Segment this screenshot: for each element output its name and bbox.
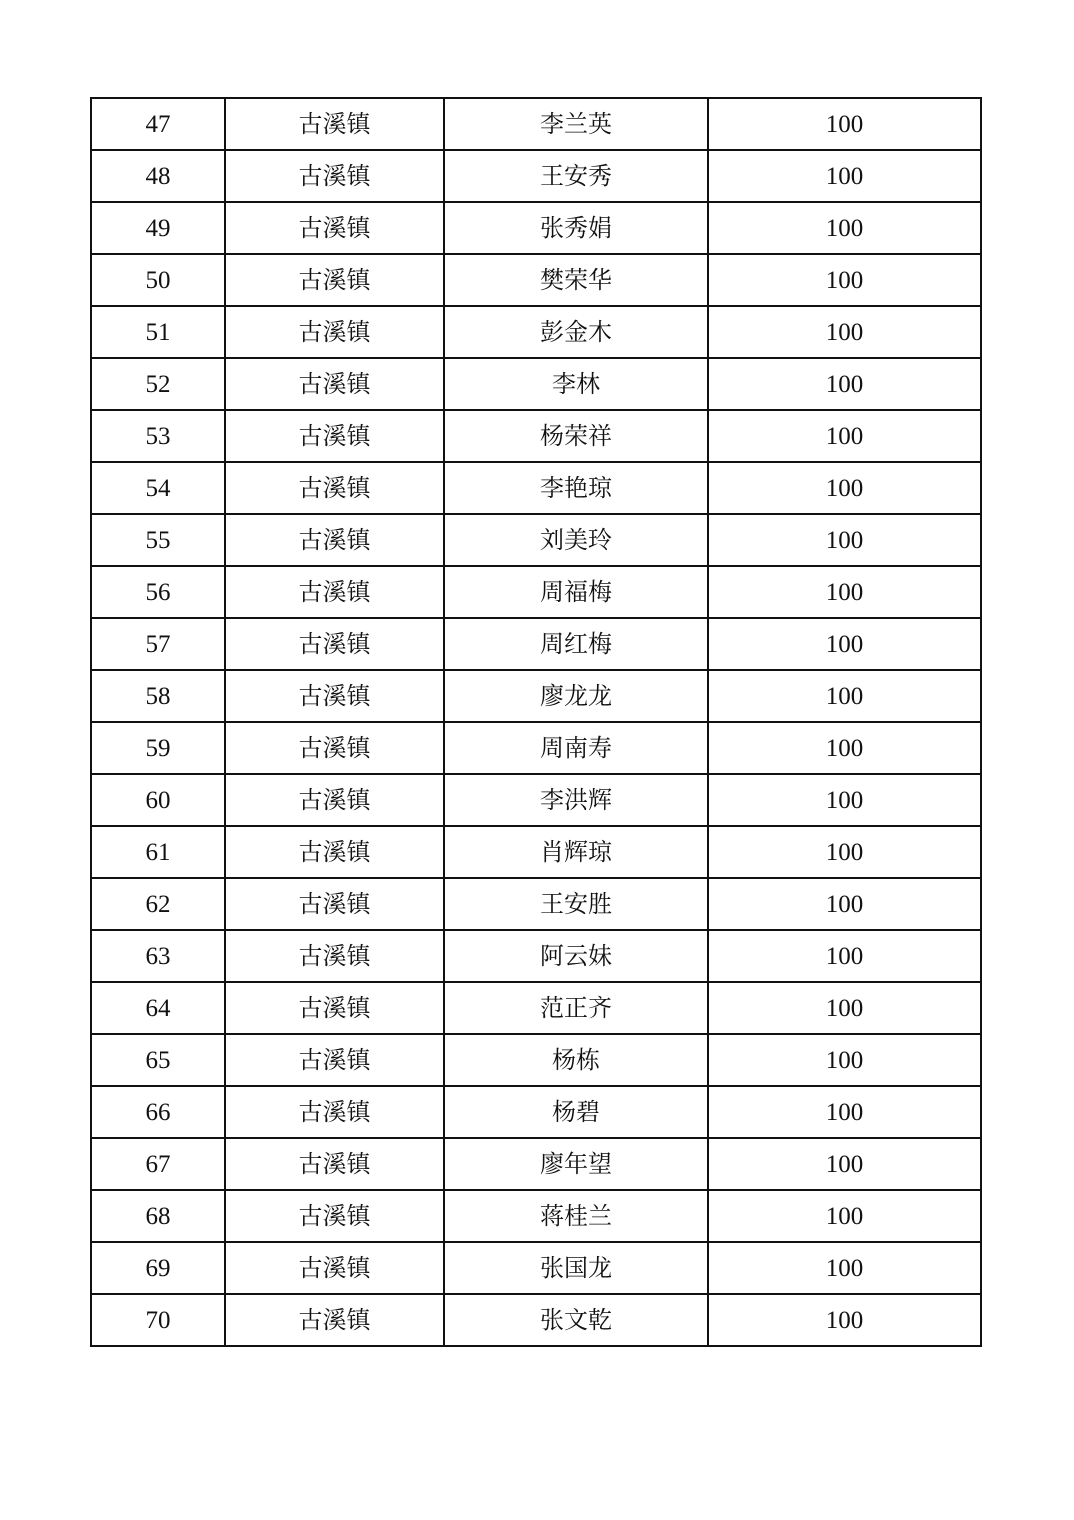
cell-amount: 100 — [708, 514, 981, 566]
cell-town: 古溪镇 — [225, 1086, 444, 1138]
cell-name: 杨栋 — [444, 1034, 708, 1086]
cell-name: 张文乾 — [444, 1294, 708, 1346]
cell-amount: 100 — [708, 878, 981, 930]
cell-town: 古溪镇 — [225, 410, 444, 462]
cell-amount: 100 — [708, 722, 981, 774]
table-row — [91, 1294, 981, 1346]
table-body — [91, 98, 981, 1346]
cell-amount: 100 — [708, 1242, 981, 1294]
cell-amount: 100 — [708, 982, 981, 1034]
cell-amount: 100 — [708, 930, 981, 982]
cell-town: 古溪镇 — [225, 358, 444, 410]
cell-name: 李洪辉 — [444, 774, 708, 826]
cell-name: 蒋桂兰 — [444, 1190, 708, 1242]
cell-name: 王安胜 — [444, 878, 708, 930]
cell-number: 60 — [91, 774, 225, 826]
cell-name: 刘美玲 — [444, 514, 708, 566]
cell-amount: 100 — [708, 774, 981, 826]
table-row — [91, 774, 981, 826]
table-row — [91, 826, 981, 878]
cell-name: 周福梅 — [444, 566, 708, 618]
cell-number: 57 — [91, 618, 225, 670]
table-row — [91, 150, 981, 202]
cell-amount: 100 — [708, 306, 981, 358]
cell-name: 彭金木 — [444, 306, 708, 358]
cell-town: 古溪镇 — [225, 982, 444, 1034]
cell-town: 古溪镇 — [225, 98, 444, 150]
table-row — [91, 566, 981, 618]
table-row — [91, 306, 981, 358]
cell-name: 杨碧 — [444, 1086, 708, 1138]
table-row — [91, 722, 981, 774]
cell-number: 59 — [91, 722, 225, 774]
cell-amount: 100 — [708, 98, 981, 150]
table-row — [91, 982, 981, 1034]
cell-amount: 100 — [708, 618, 981, 670]
cell-name: 周红梅 — [444, 618, 708, 670]
cell-number: 53 — [91, 410, 225, 462]
cell-town: 古溪镇 — [225, 150, 444, 202]
table-row — [91, 98, 981, 150]
cell-name: 肖辉琼 — [444, 826, 708, 878]
table-row — [91, 1086, 981, 1138]
cell-town: 古溪镇 — [225, 826, 444, 878]
cell-number: 67 — [91, 1138, 225, 1190]
cell-amount: 100 — [708, 358, 981, 410]
cell-name: 周南寿 — [444, 722, 708, 774]
cell-name: 廖年望 — [444, 1138, 708, 1190]
cell-number: 55 — [91, 514, 225, 566]
table-row — [91, 1242, 981, 1294]
cell-number: 58 — [91, 670, 225, 722]
cell-name: 李兰英 — [444, 98, 708, 150]
cell-name: 阿云妹 — [444, 930, 708, 982]
cell-amount: 100 — [708, 1294, 981, 1346]
cell-town: 古溪镇 — [225, 1294, 444, 1346]
table-row — [91, 254, 981, 306]
cell-number: 65 — [91, 1034, 225, 1086]
cell-number: 49 — [91, 202, 225, 254]
cell-town: 古溪镇 — [225, 514, 444, 566]
cell-name: 李艳琼 — [444, 462, 708, 514]
cell-number: 48 — [91, 150, 225, 202]
table-row — [91, 878, 981, 930]
table-row — [91, 1190, 981, 1242]
cell-number: 66 — [91, 1086, 225, 1138]
cell-amount: 100 — [708, 410, 981, 462]
cell-amount: 100 — [708, 1138, 981, 1190]
data-table — [90, 97, 982, 1347]
cell-town: 古溪镇 — [225, 1242, 444, 1294]
cell-town: 古溪镇 — [225, 306, 444, 358]
cell-amount: 100 — [708, 1190, 981, 1242]
cell-number: 63 — [91, 930, 225, 982]
cell-name: 张秀娟 — [444, 202, 708, 254]
cell-amount: 100 — [708, 566, 981, 618]
table-row — [91, 1138, 981, 1190]
cell-name: 杨荣祥 — [444, 410, 708, 462]
cell-number: 61 — [91, 826, 225, 878]
cell-number: 62 — [91, 878, 225, 930]
cell-amount: 100 — [708, 1034, 981, 1086]
cell-number: 47 — [91, 98, 225, 150]
cell-name: 王安秀 — [444, 150, 708, 202]
cell-amount: 100 — [708, 670, 981, 722]
cell-town: 古溪镇 — [225, 930, 444, 982]
cell-town: 古溪镇 — [225, 670, 444, 722]
cell-number: 52 — [91, 358, 225, 410]
cell-town: 古溪镇 — [225, 618, 444, 670]
cell-name: 范正齐 — [444, 982, 708, 1034]
cell-number: 50 — [91, 254, 225, 306]
cell-town: 古溪镇 — [225, 462, 444, 514]
cell-amount: 100 — [708, 150, 981, 202]
cell-town: 古溪镇 — [225, 254, 444, 306]
cell-number: 54 — [91, 462, 225, 514]
table-row — [91, 462, 981, 514]
cell-town: 古溪镇 — [225, 1138, 444, 1190]
cell-name: 樊荣华 — [444, 254, 708, 306]
cell-name: 张国龙 — [444, 1242, 708, 1294]
cell-number: 68 — [91, 1190, 225, 1242]
cell-amount: 100 — [708, 826, 981, 878]
cell-town: 古溪镇 — [225, 878, 444, 930]
cell-number: 51 — [91, 306, 225, 358]
cell-number: 69 — [91, 1242, 225, 1294]
table-row — [91, 670, 981, 722]
cell-amount: 100 — [708, 462, 981, 514]
cell-name: 李林 — [444, 358, 708, 410]
cell-number: 70 — [91, 1294, 225, 1346]
cell-amount: 100 — [708, 1086, 981, 1138]
cell-name: 廖龙龙 — [444, 670, 708, 722]
table-row — [91, 514, 981, 566]
cell-town: 古溪镇 — [225, 722, 444, 774]
table-row — [91, 618, 981, 670]
cell-number: 64 — [91, 982, 225, 1034]
cell-amount: 100 — [708, 202, 981, 254]
cell-town: 古溪镇 — [225, 1190, 444, 1242]
cell-town: 古溪镇 — [225, 774, 444, 826]
cell-town: 古溪镇 — [225, 202, 444, 254]
table-row — [91, 202, 981, 254]
table-row — [91, 1034, 981, 1086]
cell-town: 古溪镇 — [225, 1034, 444, 1086]
cell-number: 56 — [91, 566, 225, 618]
cell-amount: 100 — [708, 254, 981, 306]
table-row — [91, 930, 981, 982]
table-row — [91, 358, 981, 410]
cell-town: 古溪镇 — [225, 566, 444, 618]
table-row — [91, 410, 981, 462]
